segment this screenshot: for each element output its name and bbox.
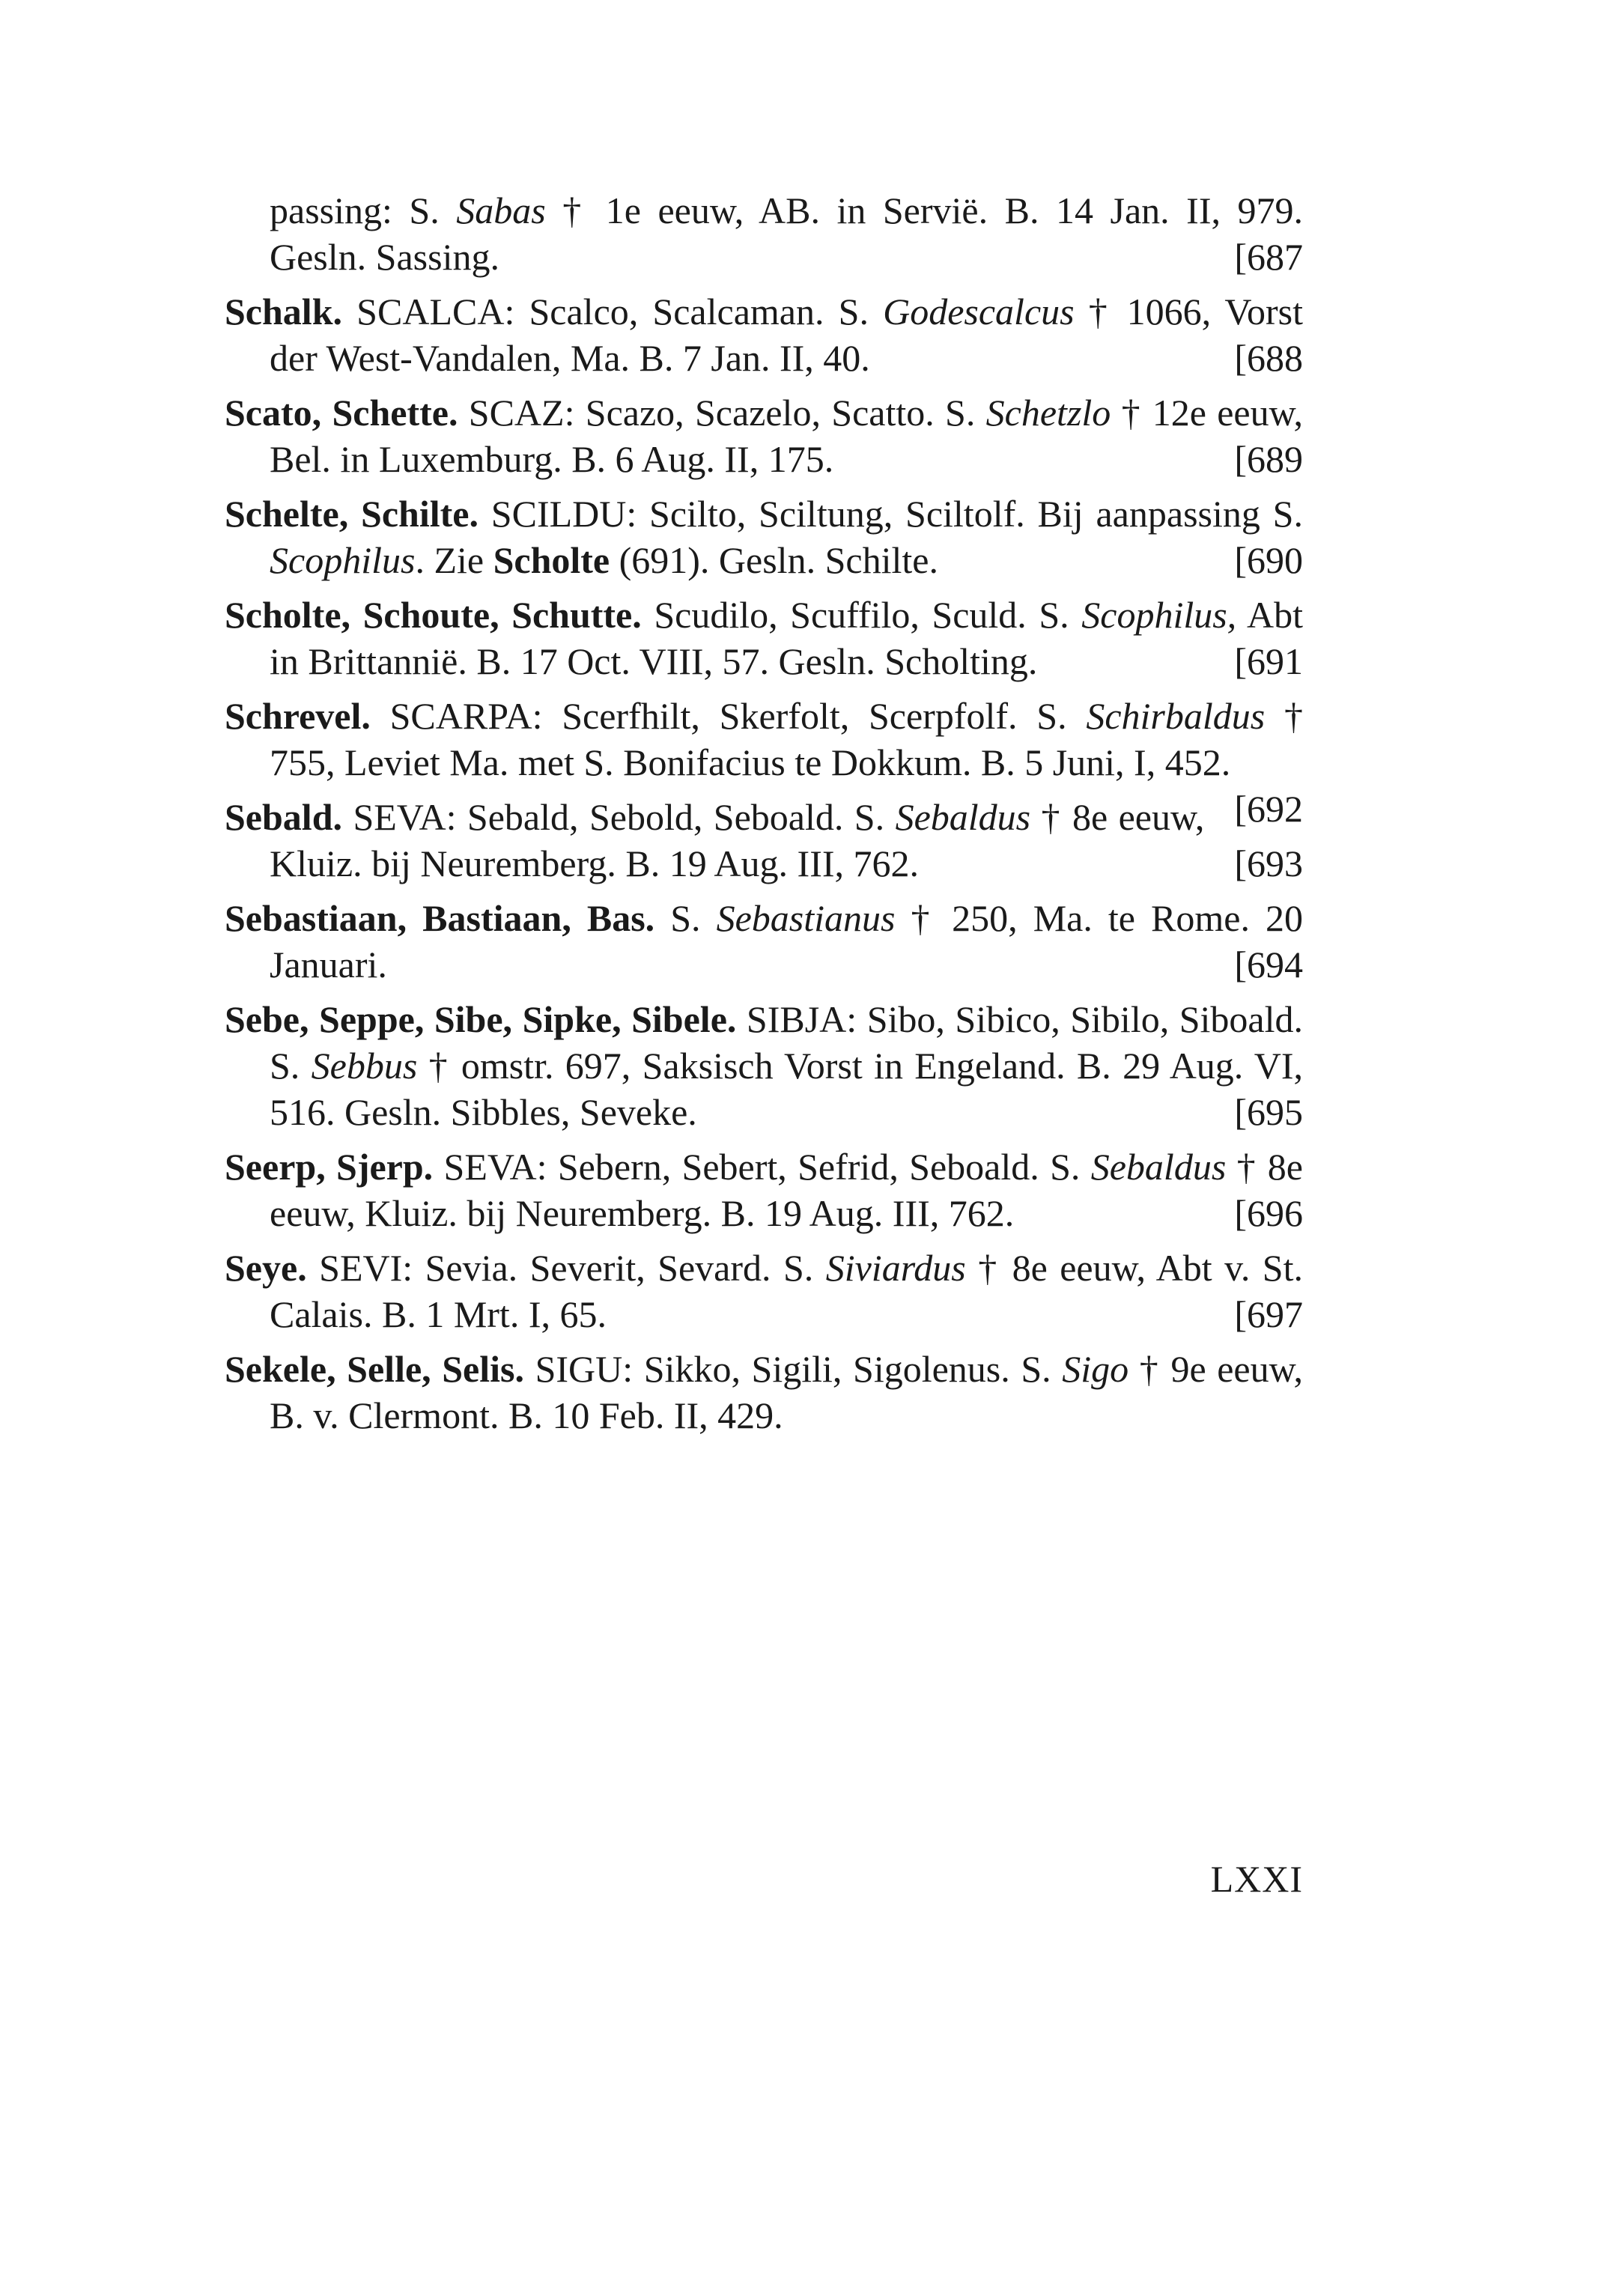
- saint-name: Scophilus: [270, 539, 416, 581]
- saint-name: Sigo: [1062, 1348, 1129, 1390]
- entry-number: [687: [1234, 236, 1303, 278]
- saint-name: Schetzlo: [985, 392, 1111, 434]
- entry-number: [696: [1234, 1192, 1303, 1234]
- entry-number: [694: [1234, 944, 1303, 985]
- headword: Sebe, Seppe, Sibe, Sipke, Sibele.: [225, 998, 737, 1040]
- entry-prefix: passing: S.: [270, 189, 457, 231]
- entry-number: [689: [1234, 438, 1303, 480]
- entry-text: † 250, Ma. te Rome. 20 Januari.: [270, 897, 1303, 985]
- headword: Schelte, Schilte.: [225, 493, 479, 535]
- page-number: LXXI: [1210, 1858, 1303, 1900]
- entry-690: [225, 491, 1303, 583]
- entry-695: [225, 996, 1303, 1135]
- entry-number: [693: [1234, 842, 1303, 884]
- entry-prefix: SIBJA: Sibo, Sibico, Sibilo, Siboald. S.: [270, 998, 1304, 1087]
- entry-text: † 755, Leviet Ma. met S. Bonifacius te Dokkum. B. 5 Juni, I, 452.: [270, 695, 1304, 783]
- headword: Scato, Schette.: [225, 392, 458, 434]
- headword: Sekele, Selle, Selis.: [225, 1348, 524, 1390]
- entry-697: [225, 1245, 1303, 1337]
- entry-prefix: SCALCA: Scalco, Scalcaman. S.: [342, 291, 884, 332]
- entry-mid-text: . Zie: [415, 539, 493, 581]
- saint-name: Sebastianus: [716, 897, 896, 939]
- entry-688: [225, 288, 1303, 381]
- headword: Schrevel.: [225, 695, 371, 737]
- cross-reference: Scholte: [493, 539, 610, 581]
- entry-text: † 12e eeuw, Bel. in Luxemburg. B. 6 Aug. II, 175.: [270, 392, 1303, 480]
- entry-text: † omstr. 697, Saksisch Vorst in Engeland. B. 29 Aug. VI, 516. Gesln. Sibbles, Seveke.: [270, 1045, 1303, 1133]
- entry-prefix: SCARPA: Scerfhilt, Skerfolt, Scerpfolf. S.: [370, 695, 1087, 737]
- entry-number: [688: [1234, 337, 1303, 379]
- entry-691: [225, 592, 1303, 684]
- saint-name: Schirbaldus: [1086, 695, 1266, 737]
- saint-name: Sebbus: [311, 1045, 418, 1087]
- entry-prefix: SEVI: Sevia. Severit, Sevard. S.: [306, 1247, 826, 1289]
- saint-name: Scophilus,: [1081, 594, 1237, 636]
- headword: Schalk.: [225, 291, 343, 332]
- entry-number: [695: [1234, 1091, 1303, 1133]
- entry-689: [225, 389, 1303, 482]
- entry-number: [692: [1234, 788, 1303, 830]
- entry-prefix: SCAZ: Scazo, Scazelo, Scatto. S.: [458, 392, 986, 434]
- entry-696: [225, 1144, 1303, 1236]
- entry-text: (691). Gesln. Schilte.: [610, 539, 938, 581]
- entry-number: [691: [1234, 640, 1303, 682]
- entry-prefix: SEVA: Sebald, Sebold, Seboald. S.: [342, 796, 896, 838]
- entry-text: † 8e eeuw, Kluiz. bij Neuremberg. B. 19 Aug. III, 762.: [270, 796, 1205, 884]
- headword: Seye.: [225, 1247, 307, 1289]
- entry-687: [225, 187, 1303, 280]
- dictionary-column: [225, 187, 1303, 1447]
- saint-name: Sebaldus: [895, 796, 1031, 838]
- entry-text: Abt in Brittannië. B. 17 Oct. VIII, 57. Gesln. Scholting.: [270, 594, 1303, 682]
- entry-text: † 1066, Vorst der West-Vandalen, Ma. B. 7 Jan. II, 40.: [270, 291, 1304, 379]
- entry-prefix: SIGU: Sikko, Sigili, Sigolenus. S.: [524, 1348, 1063, 1390]
- entry-text: † 1e eeuw, AB. in Servië. B. 14 Jan. II, 979. Gesln. Sassing.: [270, 189, 1303, 278]
- headword: Sebastiaan, Bastiaan, Bas.: [225, 897, 655, 939]
- entry-number: [690: [1234, 539, 1303, 581]
- saint-name: Sebaldus: [1090, 1146, 1227, 1188]
- entry-prefix: Scudilo, Scuffilo, Sculd. S.: [641, 594, 1082, 636]
- entry-694: [225, 895, 1303, 988]
- headword: Seerp, Sjerp.: [225, 1146, 434, 1188]
- headword: Scholte, Schoute, Schutte.: [225, 594, 642, 636]
- entry-number: [697: [1234, 1293, 1303, 1335]
- saint-name: Godescalcus: [883, 291, 1075, 332]
- entry-text: † 8e eeuw, Kluiz. bij Neuremberg. B. 19 Aug. III, 762.: [270, 1146, 1303, 1234]
- headword: Sebald.: [225, 796, 343, 838]
- entry-prefix: SEVA: Sebern, Sebert, Sefrid, Seboald. S.: [433, 1146, 1091, 1188]
- saint-name: Sabas: [456, 189, 546, 231]
- entry-text: † 8e eeuw, Abt v. St. Calais. B. 1 Mrt. I, 65.: [270, 1247, 1303, 1335]
- entry-prefix: SCILDU: Scilto, Sciltung, Sciltolf. Bij aanpassing S.: [478, 493, 1303, 535]
- entry-prefix: S.: [654, 897, 717, 939]
- entry-698: [225, 1346, 1303, 1439]
- saint-name: Siviardus: [825, 1247, 966, 1289]
- entry-693: [225, 794, 1303, 887]
- entry-text: † 9e eeuw, B. v. Clermont. B. 10 Feb. II, 429.: [270, 1348, 1303, 1436]
